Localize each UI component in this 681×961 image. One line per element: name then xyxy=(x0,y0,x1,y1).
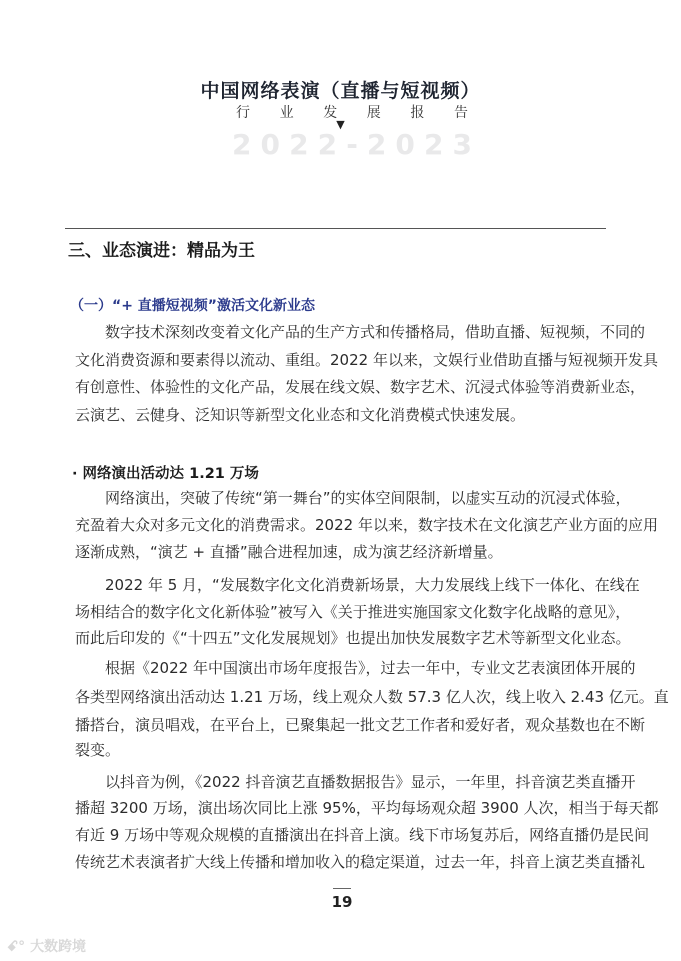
body-line: 2022 年 5 月，“发展数字化文化消费新场景，大力发展线上线下一体化、在线在 xyxy=(105,576,640,594)
body-line: 有创意性、体验性的文化产品，发展在线文娱、数字艺术、沉浸式体验等消费新业态， xyxy=(75,378,646,396)
body-line: 传统艺术表演者扩大线上传播和增加收入的稳定渠道，过去一年，抖音上演艺类直播礼 xyxy=(75,853,646,871)
report-years xyxy=(232,128,472,161)
year-char: 2 xyxy=(317,128,338,161)
year-char: 2 xyxy=(366,128,387,161)
body-line: 以抖音为例，《2022 抖音演艺直播数据报告》显示，一年里，抖音演艺类直播开 xyxy=(105,773,636,791)
body-line: 逐渐成熟，“演艺 + 直播”融合进程加速，成为演艺经济新增量。 xyxy=(75,543,503,561)
body-line: 云演艺、云健身、泛知识等新型文化业态和文化消费模式快速发展。 xyxy=(75,406,526,424)
page-number-rule xyxy=(333,888,351,889)
year-char: 2 xyxy=(289,128,309,161)
page-number: 19 xyxy=(331,893,353,911)
subtitle-char: 发 xyxy=(323,105,338,121)
subtitle-char: 展 xyxy=(366,105,381,121)
watermark-icon: ꗃ° xyxy=(7,939,31,955)
year-char: - xyxy=(346,128,358,161)
body-line: 播超 3200 万场，演出场次同比上涨 95%，平均每场观众超 3900 人次，相当于每天都 xyxy=(75,799,659,817)
year-char: 0 xyxy=(260,128,281,161)
body-line: 有近 9 万场中等观众规模的直播演出在抖音上演。线下市场复苏后，网络直播仍是民间 xyxy=(75,826,650,844)
report-title: 中国网络表演（直播与短视频） xyxy=(200,80,481,102)
watermark-text: 大数跨境 xyxy=(30,939,87,955)
body-line: 各类型网络演出活动达 1.21 万场，线上观众人数 57.3 亿人次，线上收入 2.43 亿元。直 xyxy=(75,688,669,706)
body-line: 裂变。 xyxy=(75,741,121,759)
body-line: 场相结合的数字化文化新体验”被写入《关于推进实施国家文化数字化战略的意见》， xyxy=(75,603,631,621)
year-char: 2 xyxy=(423,128,444,161)
body-line: 网络演出，突破了传统“第一舞台”的实体空间限制，以虚实互动的沉浸式体验， xyxy=(105,489,631,507)
bullet-heading: · 网络演出活动达 1.21 万场 xyxy=(72,466,259,482)
year-char: 0 xyxy=(395,128,415,161)
section-divider xyxy=(65,228,606,229)
year-char: 3 xyxy=(452,128,472,161)
body-line: 充盈着大众对多元文化的消费需求。2022 年以来，数字技术在文化演艺产业方面的应用 xyxy=(75,516,658,534)
subtitle-char: 告 xyxy=(453,105,468,121)
subtitle-char: 报 xyxy=(410,105,425,121)
body-line: 而此后印发的《“十四五”文化发展规划》也提出加快发展数字艺术等新型文化业态。 xyxy=(75,629,631,647)
year-char: 2 xyxy=(232,128,252,161)
body-line: 数字技术深刻改变着文化产品的生产方式和传播格局，借助直播、短视频，不同的 xyxy=(105,323,646,341)
subheading: （一）“+ 直播短视频”激活文化新业态 xyxy=(70,298,316,314)
section-title: 三、业态演进：精品为王 xyxy=(68,241,255,261)
watermark-logo xyxy=(7,936,86,956)
body-line: 播搭台，演员唱戏，在平台上，已聚集起一批文艺工作者和爱好者，观众基数也在不断 xyxy=(75,716,646,734)
triangle-down-icon: ▼ xyxy=(336,118,345,131)
body-line: 根据《2022 年中国演出市场年度报告》，过去一年中，专业文艺表演团体开展的 xyxy=(105,659,636,677)
body-line: 文化消费资源和要素得以流动、重组。2022 年以来，文娱行业借助直播与短视频开发具 xyxy=(75,351,658,369)
subtitle-char: 业 xyxy=(279,105,294,121)
subtitle-char: 行 xyxy=(236,105,250,121)
